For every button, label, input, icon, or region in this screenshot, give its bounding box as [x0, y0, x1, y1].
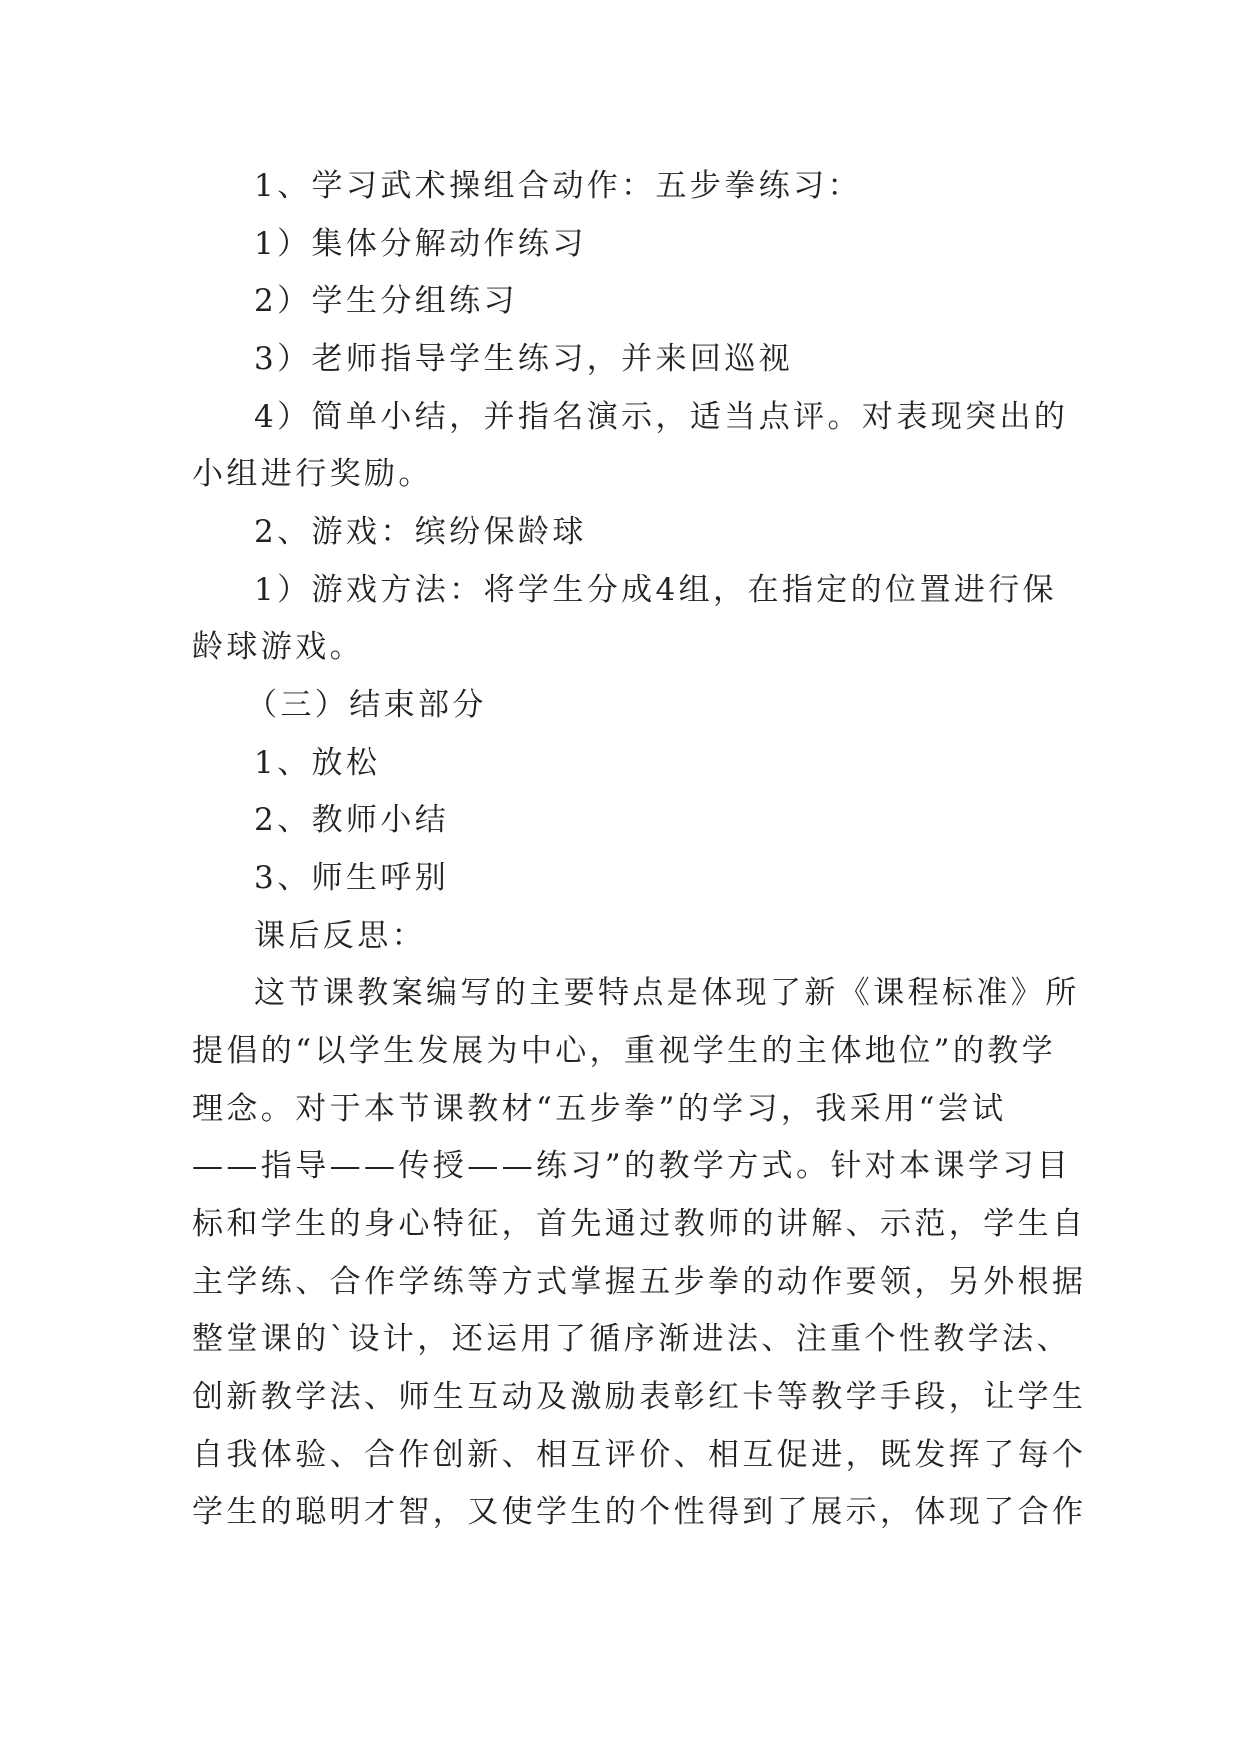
list-item-decomposition-practice: 1）集体分解动作练习: [254, 226, 587, 262]
paragraph-line: 创新教学法、师生互动及激励表彰红卡等教学手段，让学生: [192, 1379, 1087, 1415]
paragraph-line: 主学练、合作学练等方式掌握五步拳的动作要领，另外根据: [192, 1264, 1087, 1300]
list-item-game-method: 1）游戏方法：将学生分成4组，在指定的位置进行保: [254, 572, 1058, 608]
list-item-game: 2、游戏：缤纷保龄球: [254, 514, 587, 550]
list-item-summary-continued: 小组进行奖励。: [192, 456, 433, 492]
paragraph-line: 标和学生的身心特征，首先通过教师的讲解、示范，学生自: [192, 1206, 1087, 1242]
list-item-teacher-guidance: 3）老师指导学生练习，并来回巡视: [254, 341, 794, 377]
paragraph-line: 提倡的“以学生发展为中心，重视学生的主体地位”的教学: [192, 1033, 1057, 1069]
list-item-summary: 4）简单小结，并指名演示，适当点评。对表现突出的: [254, 399, 1069, 435]
paragraph-line: 理念。对于本节课教材“五步拳”的学习，我采用“尝试: [192, 1091, 1007, 1127]
list-item-teacher-summary: 2、教师小结: [254, 802, 450, 838]
list-item-wushu-combination: 1、学习武术操组合动作：五步拳练习：: [254, 168, 862, 204]
section-heading-reflection: 课后反思：: [254, 918, 426, 954]
list-item-game-method-continued: 龄球游戏。: [192, 629, 364, 665]
paragraph-line: 自我体验、合作创新、相互评价、相互促进，既发挥了每个: [192, 1437, 1087, 1473]
list-item-relax: 1、放松: [254, 745, 381, 781]
paragraph-line: ——指导——传授——练习”的教学方式。针对本课学习目: [192, 1148, 1072, 1184]
paragraph-line: 这节课教案编写的主要特点是体现了新《课程标准》所: [254, 975, 1080, 1011]
list-item-group-practice: 2）学生分组练习: [254, 283, 518, 319]
section-heading-ending: （三）结束部分: [246, 687, 487, 723]
paragraph-line: 整堂课的`设计，还运用了循序渐进法、注重个性教学法、: [192, 1321, 1071, 1357]
paragraph-line: 学生的聪明才智，又使学生的个性得到了展示，体现了合作: [192, 1494, 1087, 1530]
list-item-farewell: 3、师生呼别: [254, 860, 450, 896]
